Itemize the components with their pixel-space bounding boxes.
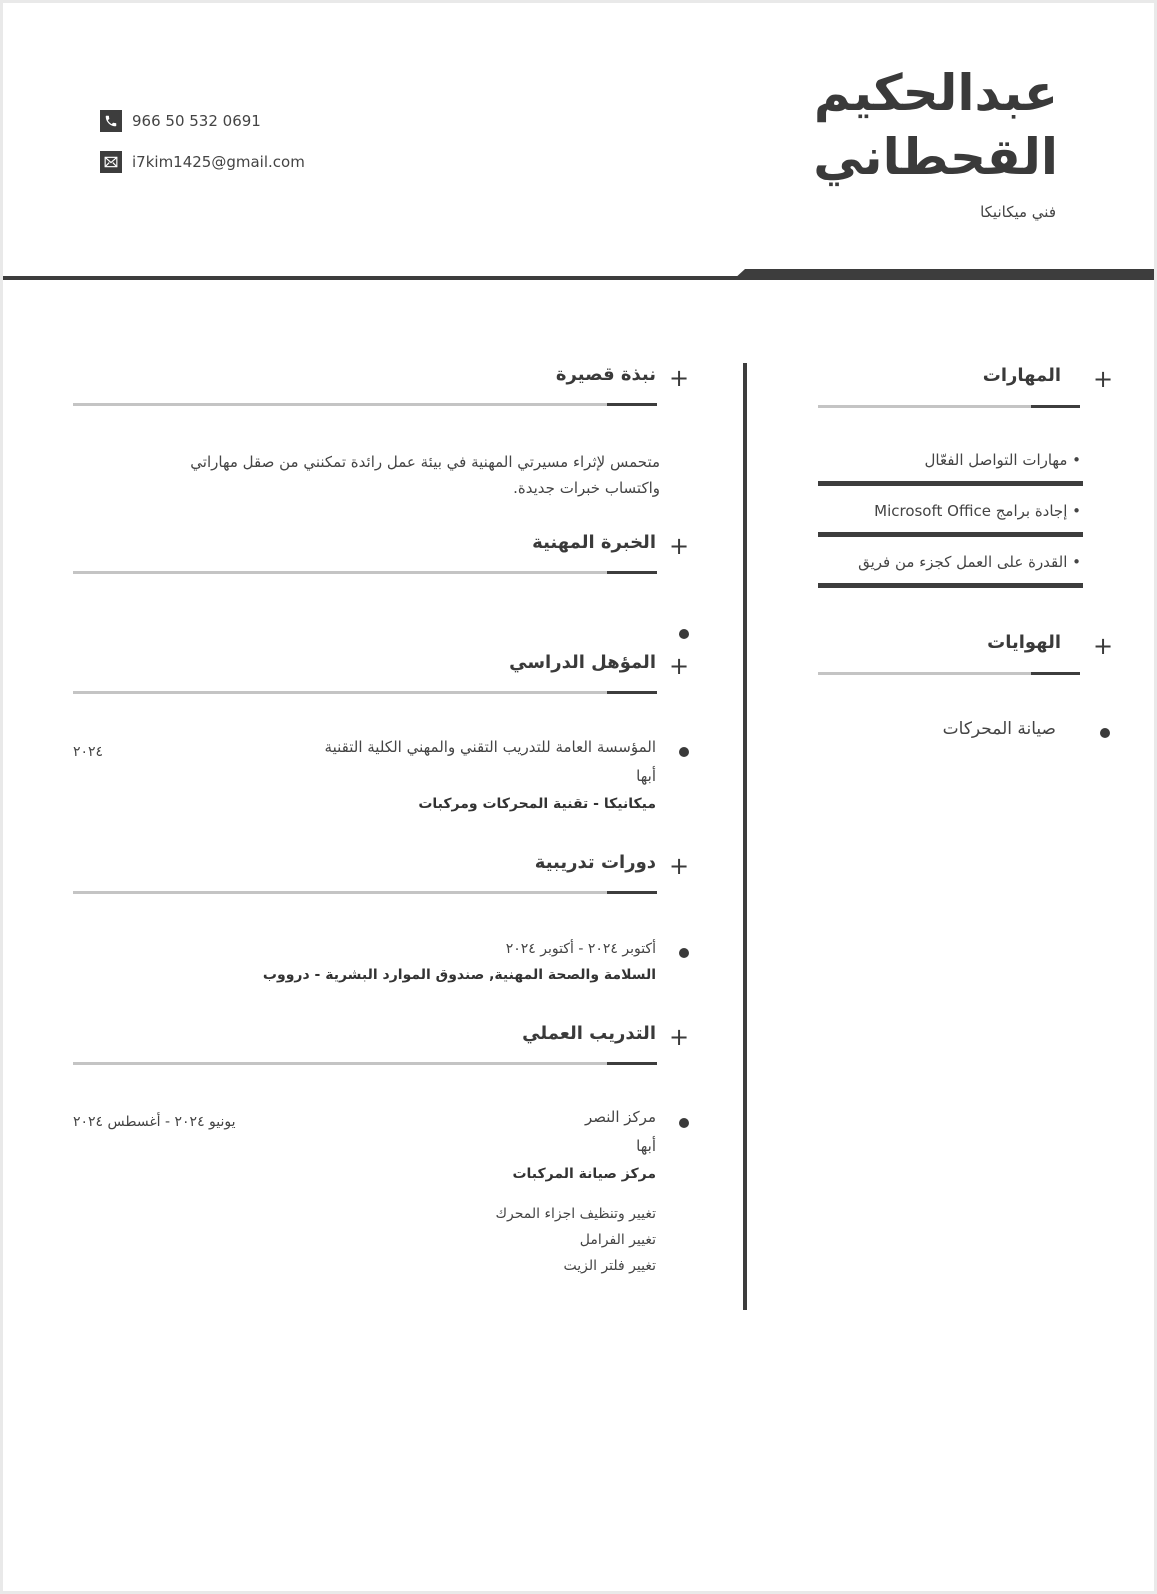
courses-underline-accent	[607, 891, 657, 894]
education-city: أبها	[636, 767, 656, 785]
candidate-name	[813, 61, 1058, 189]
plus-icon: +	[669, 1023, 690, 1051]
training-city: أبها	[636, 1137, 656, 1155]
hobbies-underline-accent	[1031, 672, 1080, 675]
bullet	[679, 1118, 689, 1128]
skill-bar	[818, 481, 1083, 486]
plus-icon: +	[669, 364, 690, 392]
experience-underline-accent	[607, 571, 657, 574]
plus-icon: +	[1093, 632, 1114, 660]
skills-heading: المهارات	[982, 365, 1061, 386]
phone-icon	[100, 110, 122, 132]
training-company: مركز النصر	[584, 1108, 656, 1126]
skill-item: • إجادة برامج Microsoft Office	[874, 502, 1081, 520]
job-title: فني ميكانيكا	[980, 203, 1056, 221]
course-name: السلامة والصحة المهنية, صندوق الموارد البشرية - درووب	[262, 967, 656, 983]
courses-underline	[73, 891, 657, 894]
education-year: ٢٠٢٤	[73, 744, 104, 760]
mail-icon	[100, 151, 122, 173]
training-task: تغيير فلتر الزيت	[563, 1258, 656, 1274]
education-institution: المؤسسة العامة للتدريب التقني والمهني الكلية التقنية	[324, 738, 656, 756]
bullet	[1100, 728, 1110, 738]
plus-icon: +	[669, 652, 690, 680]
education-underline	[73, 691, 657, 694]
training-date: يونيو ٢٠٢٤ - أغسطس ٢٠٢٤	[73, 1114, 236, 1130]
bullet	[679, 629, 689, 639]
skill-bar	[818, 583, 1083, 588]
summary-heading: نبذة قصيرة	[555, 364, 656, 385]
resume-page	[3, 3, 1154, 1591]
skills-underline-accent	[1031, 405, 1080, 408]
summary-underline-accent	[607, 403, 657, 406]
name-line-1: عبدالحكيم	[813, 64, 1058, 122]
training-heading: التدريب العملي	[522, 1023, 656, 1044]
summary-line: واكتساب خبرات جديدة.	[513, 479, 660, 497]
training-underline	[73, 1062, 657, 1065]
column-divider	[743, 363, 747, 1310]
header-rule	[3, 276, 743, 280]
summary-underline	[73, 403, 657, 406]
bullet	[679, 948, 689, 958]
education-underline-accent	[607, 691, 657, 694]
email-contact	[100, 151, 305, 173]
course-date: أكتوبر ٢٠٢٤ - أكتوبر ٢٠٢٤	[505, 941, 656, 957]
name-line-2: القحطاني	[813, 128, 1058, 186]
education-heading: المؤهل الدراسي	[509, 652, 656, 673]
plus-icon: +	[669, 532, 690, 560]
training-role: مركز صيانة المركبات	[512, 1166, 656, 1182]
skill-item: • القدرة على العمل كجزء من فريق	[858, 553, 1081, 571]
header-accent-bar	[733, 269, 1154, 280]
phone-number: 966 50 532 0691	[132, 112, 261, 130]
training-task: تغيير وتنظيف اجزاء المحرك	[495, 1206, 656, 1222]
plus-icon: +	[1093, 365, 1114, 393]
experience-underline	[73, 571, 657, 574]
education-degree: ميكانيكا - تقنية المحركات ومركبات	[418, 796, 656, 812]
training-task: تغيير الفرامل	[579, 1232, 656, 1248]
experience-heading: الخبرة المهنية	[532, 532, 656, 553]
hobby-item: صيانة المحركات	[942, 719, 1056, 739]
summary-line: متحمس لإثراء مسيرتي المهنية في بيئة عمل رائدة تمكنني من صقل مهاراتي	[190, 453, 660, 471]
email-address: i7kim1425@gmail.com	[132, 153, 305, 171]
training-underline-accent	[607, 1062, 657, 1065]
bullet	[679, 747, 689, 757]
skill-bar	[818, 532, 1083, 537]
phone-contact	[100, 110, 261, 132]
plus-icon: +	[669, 852, 690, 880]
courses-heading: دورات تدريبية	[534, 852, 656, 873]
skill-item: • مهارات التواصل الفعّال	[924, 451, 1081, 469]
hobbies-heading: الهوايات	[987, 632, 1061, 653]
